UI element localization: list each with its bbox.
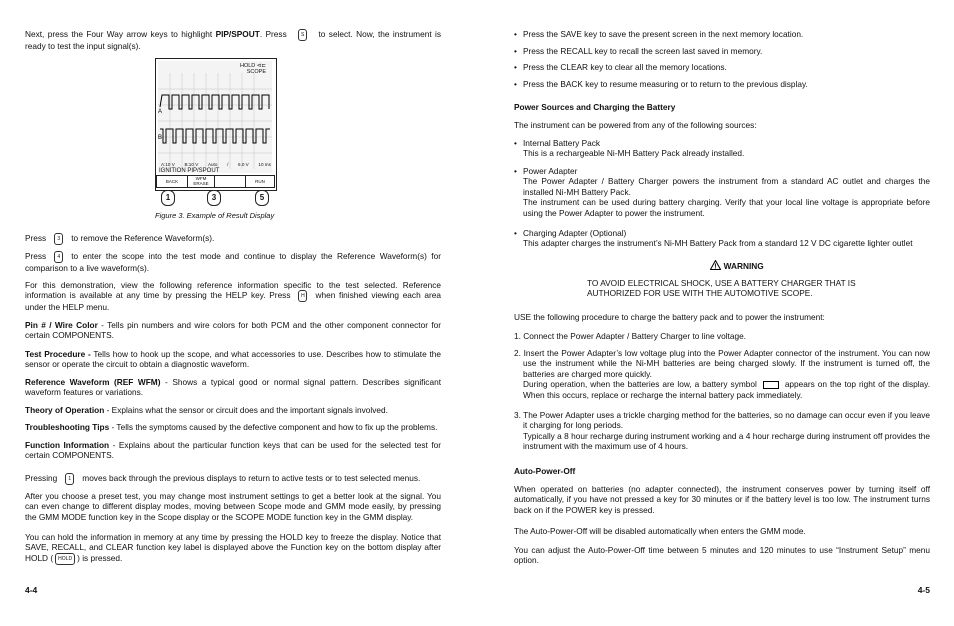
item-reference-waveform: Reference Waveform (REF WFM) - Shows a typical good or normal signal pattern. Describes significant waveform features or variations. [25, 377, 441, 398]
item-theory: Theory of Operation - Explains what the sensor or circuit does and the important signals involved. [25, 405, 388, 415]
trace-a [160, 95, 269, 109]
test-title: IGNITION PIP/SPOUT [159, 168, 220, 174]
scope-screen [158, 61, 272, 173]
fkey-run[interactable]: RUN [245, 175, 275, 188]
item-function-info: Function Information - Explains about the particular function keys that can be used for the selected test for certain COMPONENTS. [25, 440, 442, 461]
readout-row: A:10 V B:10 V Auto / 6.0 V 10 ms [161, 162, 271, 167]
hold-label: HOLD [239, 63, 256, 69]
step-3: 3. The Power Adapter uses a trickle charging method for the batteries, so no damage can occur even if you leave it charging for long periods. Typically a 8 hour recharge during instrument working and a 4 hour recharge during instrument off provides the instrument with the maximum use of 4 hours. [514, 410, 930, 452]
warning-triangle-icon [710, 260, 721, 270]
power-heading: Power Sources and Charging the Battery [514, 102, 676, 112]
auto-power-off-text-1: When operated on batteries (no adapter connected), the instrument conserves power by turning itself off automatically, if you have not pressed a key for 30 minutes or if the battery level is too low. The instrument turns back on if the POWER key is pressed. [514, 484, 930, 515]
item-test-procedure: Test Procedure - Tells how to hook up the scope, and what accessories to use. Describes how to stimulate the sensor or operate the circuit to obtain a diagnostic waveform. [25, 349, 441, 370]
softkey-5[interactable]: 5 [255, 190, 269, 206]
key-3-icon: 3 [54, 233, 63, 245]
bullet-recall: • Press the RECALL key to recall the screen last saved in memory. [514, 46, 763, 56]
auto-power-off-heading: Auto-Power-Off [514, 466, 576, 476]
marker-b: B [158, 135, 163, 141]
warning-text: TO AVOID ELECTRICAL SHOCK, USE A BATTERY CHARGER THAT IS AUTHORIZED FOR USE WITH THE AUTOMOTIVE SCOPE. [587, 278, 856, 299]
battery-low-icon [763, 381, 779, 389]
source-power-adapter: • Power Adapter The Power Adapter / Battery Charger powers the instrument from a standard AC outlet and charges the installed Ni-MH Battery Pack. The instrument can be used during battery charging. Verify that your local line voltage is appropriate before using the Power Adapter to power the instrument. [514, 166, 930, 218]
intro-paragraph: Next, press the Four Way arrow keys to highlight PIP/SPOUT. Press S to select. Now, the instrument is ready to test the input signal(s). [25, 29, 441, 51]
fkey-wfm-erase[interactable]: WFM ERASE [187, 175, 215, 188]
item-troubleshooting: Troubleshooting Tips - Tells the symptoms caused by the defective component and how to fix up the problems. [25, 422, 438, 432]
item-pin-wire: Pin # / Wire Color - Tells pin numbers and wire colors for both PCM and the other component connector for certain COMPONENTS. [25, 320, 441, 341]
source-internal-battery: • Internal Battery Pack This is a rechargeable Ni-MH Battery Pack already installed. [514, 138, 745, 159]
demo-paragraph: For this demonstration, view the following reference information specific to the test selected. Reference information is available at any time by pressing the HELP key. Press H when finished viewing each area under the HELP menu. [25, 280, 441, 313]
press-remove-paragraph: Press 3 to remove the Reference Waveform(s). [25, 233, 215, 244]
key-4-icon: 4 [54, 251, 63, 263]
bullet-clear: • Press the CLEAR key to clear all the memory locations. [514, 62, 727, 72]
softkey-3[interactable]: 3 [207, 190, 221, 206]
bullet-save: • Press the SAVE key to save the present screen in the next memory location. [514, 29, 804, 39]
page-number-left: 4-4 [25, 585, 38, 595]
after-paragraph: After you choose a preset test, you may change most instrument settings to get a better look at the signal. You can even change to different display modes, moving between Scope mode and GMM mode easily, by pressing the GMM MODE function key in the Scope display or the SCOPE MODE function key in the GMM display. [25, 491, 441, 522]
help-key-icon: H [298, 290, 307, 302]
power-intro: The instrument can be powered from any of the following sources: [514, 120, 757, 130]
step-2: 2. Insert the Power Adapter’s low voltage plug into the Power Adapter connector of the instrument. You can now use the instrument while the Ni-MH batteries are being charged slowly. If the instrument is turned off, the batteries are charged more quickly. During operation, when the batteries are low, a battery symbol appears on the top right of the display. When this occurs, replace or recharge the internal battery pack immediately. [514, 348, 931, 400]
waveform-graph [158, 73, 272, 169]
pressing-paragraph: Pressing 1 moves back through the previous displays to return to active tests or to test selected menus. [25, 473, 421, 484]
figure-caption: Figure 3. Example of Result Display [155, 211, 275, 220]
bullet-back: • Press the BACK key to resume measuring or to return to the previous display. [514, 79, 808, 89]
auto-power-off-text-2: The Auto-Power-Off will be disabled automatically when enters the GMM mode. [514, 526, 806, 536]
use-paragraph: USE the following procedure to charge the battery pack and to power the instrument: [514, 312, 825, 322]
select-key-icon: S [298, 29, 307, 41]
back-key-icon: 1 [65, 473, 74, 485]
fkey-back[interactable]: BACK [156, 175, 188, 188]
softkey-1[interactable]: 1 [161, 190, 175, 206]
page-number-right: 4-5 [917, 585, 930, 595]
step-1: 1. Connect the Power Adapter / Battery Charger to line voltage. [514, 331, 746, 341]
svg-text:!: ! [714, 263, 717, 270]
warning-title-row: ! WARNING [587, 260, 887, 271]
marker-a: A [158, 109, 163, 115]
scope-label: SCOPE [246, 69, 266, 75]
auto-power-off-text-3: You can adjust the Auto-Power-Off time between 5 minutes and 120 minutes to use “Instrument Setup” menu option. [514, 545, 930, 566]
press-enter-paragraph: Press 4 to enter the scope into the test mode and continue to display the Reference Waveform(s) for comparison to a live waveform(s). [25, 251, 441, 273]
battery-icon: ⊲⊏ [256, 63, 266, 69]
trace-b [160, 129, 270, 143]
hold-paragraph: You can hold the information in memory at any time by pressing the HOLD key to freeze the display. Notice that SAVE, RECALL, and CLEAR function key label is displayed above the Function key on the bottom display after HOLD ( HOLD ) is pressed. [25, 532, 441, 563]
hold-key-icon: HOLD [55, 553, 75, 565]
scope-display-figure [155, 58, 277, 191]
source-charging-adapter: • Charging Adapter (Optional) This adapter charges the instrument’s Ni-MH Battery Pack from a standard 12 V DC cigarette lighter outlet [514, 228, 913, 249]
